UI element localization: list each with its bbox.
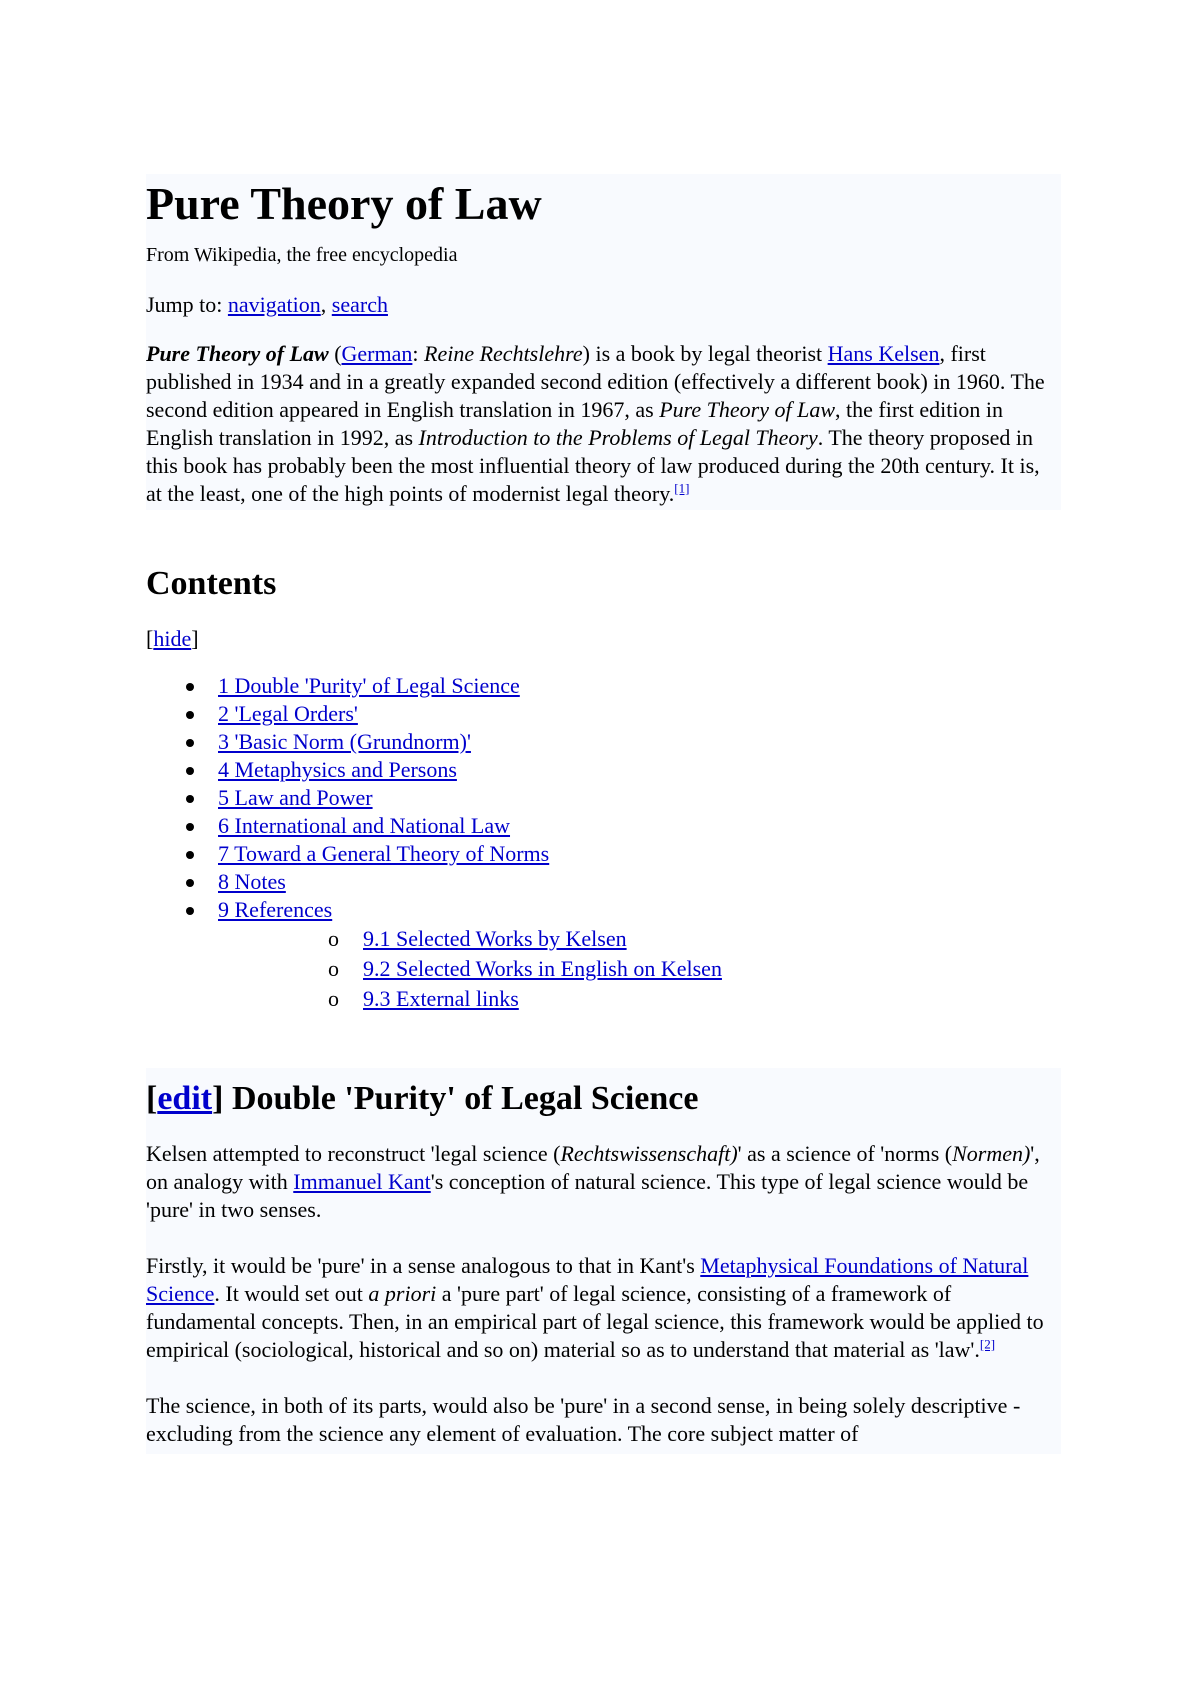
toc-subitem <box>218 984 1061 1014</box>
term-rechtswissenschaft: Rechtswissenschaft) <box>560 1141 738 1166</box>
toc-item <box>146 672 1061 700</box>
intro-text: . The theory proposed in this book has probably been the most influential theory of law produced during the 20th century. It is, at the least, one of the high points of modernist legal theory. <box>146 425 1040 506</box>
para-text: ', on analogy with <box>146 1141 1040 1194</box>
toc-link-4[interactable]: 4 Metaphysics and Persons <box>218 757 457 782</box>
para-text: . It would set out <box>214 1281 369 1306</box>
circle-bullet-icon: o <box>328 986 339 1011</box>
bracket: ] <box>212 1080 224 1117</box>
toc-link-3[interactable]: 3 'Basic Norm (Grundnorm)' <box>218 729 471 754</box>
section-paragraph-3: The science, in both of its parts, would also be 'pure' in a second sense, in being solely descriptive - excluding from the science any element of evaluation. The core subject matter of <box>146 1393 1021 1446</box>
toc-link-8[interactable]: 8 Notes <box>218 869 286 894</box>
section-heading <box>146 1068 1061 1124</box>
bracket: [ <box>146 1080 158 1117</box>
section-double-purity <box>146 1068 1061 1454</box>
toc-item <box>146 756 1061 784</box>
toc-link-1[interactable]: 1 Double 'Purity' of Legal Science <box>218 673 520 698</box>
para-text: 's conception of natural science. This type of legal science would be 'pure' in two senses. <box>146 1169 1029 1222</box>
para-text: Firstly, it would be 'pure' in a sense analogous to that in Kant's <box>146 1253 701 1278</box>
para-text: ' as a science of 'norms ( <box>737 1141 953 1166</box>
term-normen: Normen) <box>952 1141 1031 1166</box>
bracket: [ <box>146 626 154 651</box>
bullet-icon <box>186 739 194 747</box>
toc-item <box>146 784 1061 812</box>
bullet-icon <box>186 851 194 859</box>
english-title: Pure Theory of Law <box>659 397 836 422</box>
toc-sublist <box>218 924 1061 1014</box>
german-title: Reine Rechtslehre <box>424 341 583 366</box>
toc-item <box>146 728 1061 756</box>
toc-link-7[interactable]: 7 Toward a General Theory of Norms <box>218 841 550 866</box>
toc-hide-toggle <box>146 624 1061 654</box>
jump-to-line <box>146 290 1057 320</box>
jump-search-link[interactable]: search <box>331 292 388 317</box>
article-header-block <box>146 174 1061 510</box>
intro-text: ) is a book by legal theorist <box>582 341 828 366</box>
bracket: ] <box>191 626 199 651</box>
edit-section-link[interactable]: edit <box>157 1080 213 1117</box>
bullet-icon <box>186 823 194 831</box>
first-edition-title: Introduction to the Problems of Legal Theory <box>418 425 818 450</box>
circle-bullet-icon: o <box>328 926 339 951</box>
toc-item <box>146 812 1061 840</box>
intro-paragraph <box>146 340 1057 508</box>
toc-link-6[interactable]: 6 International and National Law <box>218 813 511 838</box>
bullet-icon <box>186 711 194 719</box>
bullet-icon <box>186 767 194 775</box>
toc-item <box>146 868 1061 896</box>
jump-separator: , <box>320 292 332 317</box>
term-a-priori: a priori <box>368 1281 437 1306</box>
toc-subitem <box>218 954 1061 984</box>
para-text: Kelsen attempted to reconstruct 'legal science ( <box>146 1141 561 1166</box>
contents-heading: Contents <box>146 565 277 602</box>
toc-subitem <box>218 924 1061 954</box>
toc-link-9[interactable]: 9 References <box>218 897 333 922</box>
toc-link-5[interactable]: 5 Law and Power <box>218 785 373 810</box>
page-title: Pure Theory of Law <box>146 178 542 229</box>
article-page <box>146 174 1061 1454</box>
para-text: a 'pure part' of legal science, consisting of a framework of fundamental concepts. Then, in an empirical part of legal science, this framework would be applied to empirical (sociological, historical and so on) material so as to understand that material as 'law'. <box>146 1281 1044 1362</box>
bullet-icon <box>186 907 194 915</box>
toc-link-9-3[interactable]: 9.3 External links <box>363 986 519 1011</box>
bullet-icon <box>186 795 194 803</box>
intro-text: , first published in 1934 and in a greatly expanded second edition (effectively a different book) in 1960. The second edition appeared in English translation in 1967, as <box>146 341 1045 422</box>
toc-link-2[interactable]: 2 'Legal Orders' <box>218 701 358 726</box>
circle-bullet-icon: o <box>328 956 339 981</box>
immanuel-kant-link[interactable]: Immanuel Kant <box>293 1169 431 1194</box>
intro-text: ( <box>328 341 342 366</box>
bullet-icon <box>186 879 194 887</box>
toc-link-9-1[interactable]: 9.1 Selected Works by Kelsen <box>363 926 627 951</box>
bullet-icon <box>186 683 194 691</box>
reference-2-link[interactable]: [2] <box>979 1336 996 1352</box>
german-link[interactable]: German <box>341 341 413 366</box>
reference-1-link[interactable]: [1] <box>674 480 690 496</box>
hans-kelsen-link[interactable]: Hans Kelsen <box>827 341 940 366</box>
section-title: Double 'Purity' of Legal Science <box>223 1080 699 1117</box>
toc-item <box>146 700 1061 728</box>
intro-text: , the first edition in English translation in 1992, as <box>146 397 1004 450</box>
hide-toc-link[interactable]: hide <box>153 626 192 651</box>
section-paragraph-2 <box>146 1252 1061 1364</box>
section-paragraph-1 <box>146 1140 1061 1224</box>
metaphysical-foundations-link[interactable]: Metaphysical Foundations of Natural Science <box>146 1253 1029 1306</box>
jump-to-label: Jump to: <box>146 292 228 317</box>
jump-navigation-link[interactable]: navigation <box>227 292 321 317</box>
intro-term: Pure Theory of Law <box>146 341 329 366</box>
tagline: From Wikipedia, the free encyclopedia <box>146 244 458 266</box>
table-of-contents <box>146 672 1061 1014</box>
toc-item <box>146 840 1061 868</box>
toc-item <box>146 896 1061 1014</box>
toc-link-9-2[interactable]: 9.2 Selected Works in English on Kelsen <box>363 956 722 981</box>
intro-text: : <box>412 341 425 366</box>
